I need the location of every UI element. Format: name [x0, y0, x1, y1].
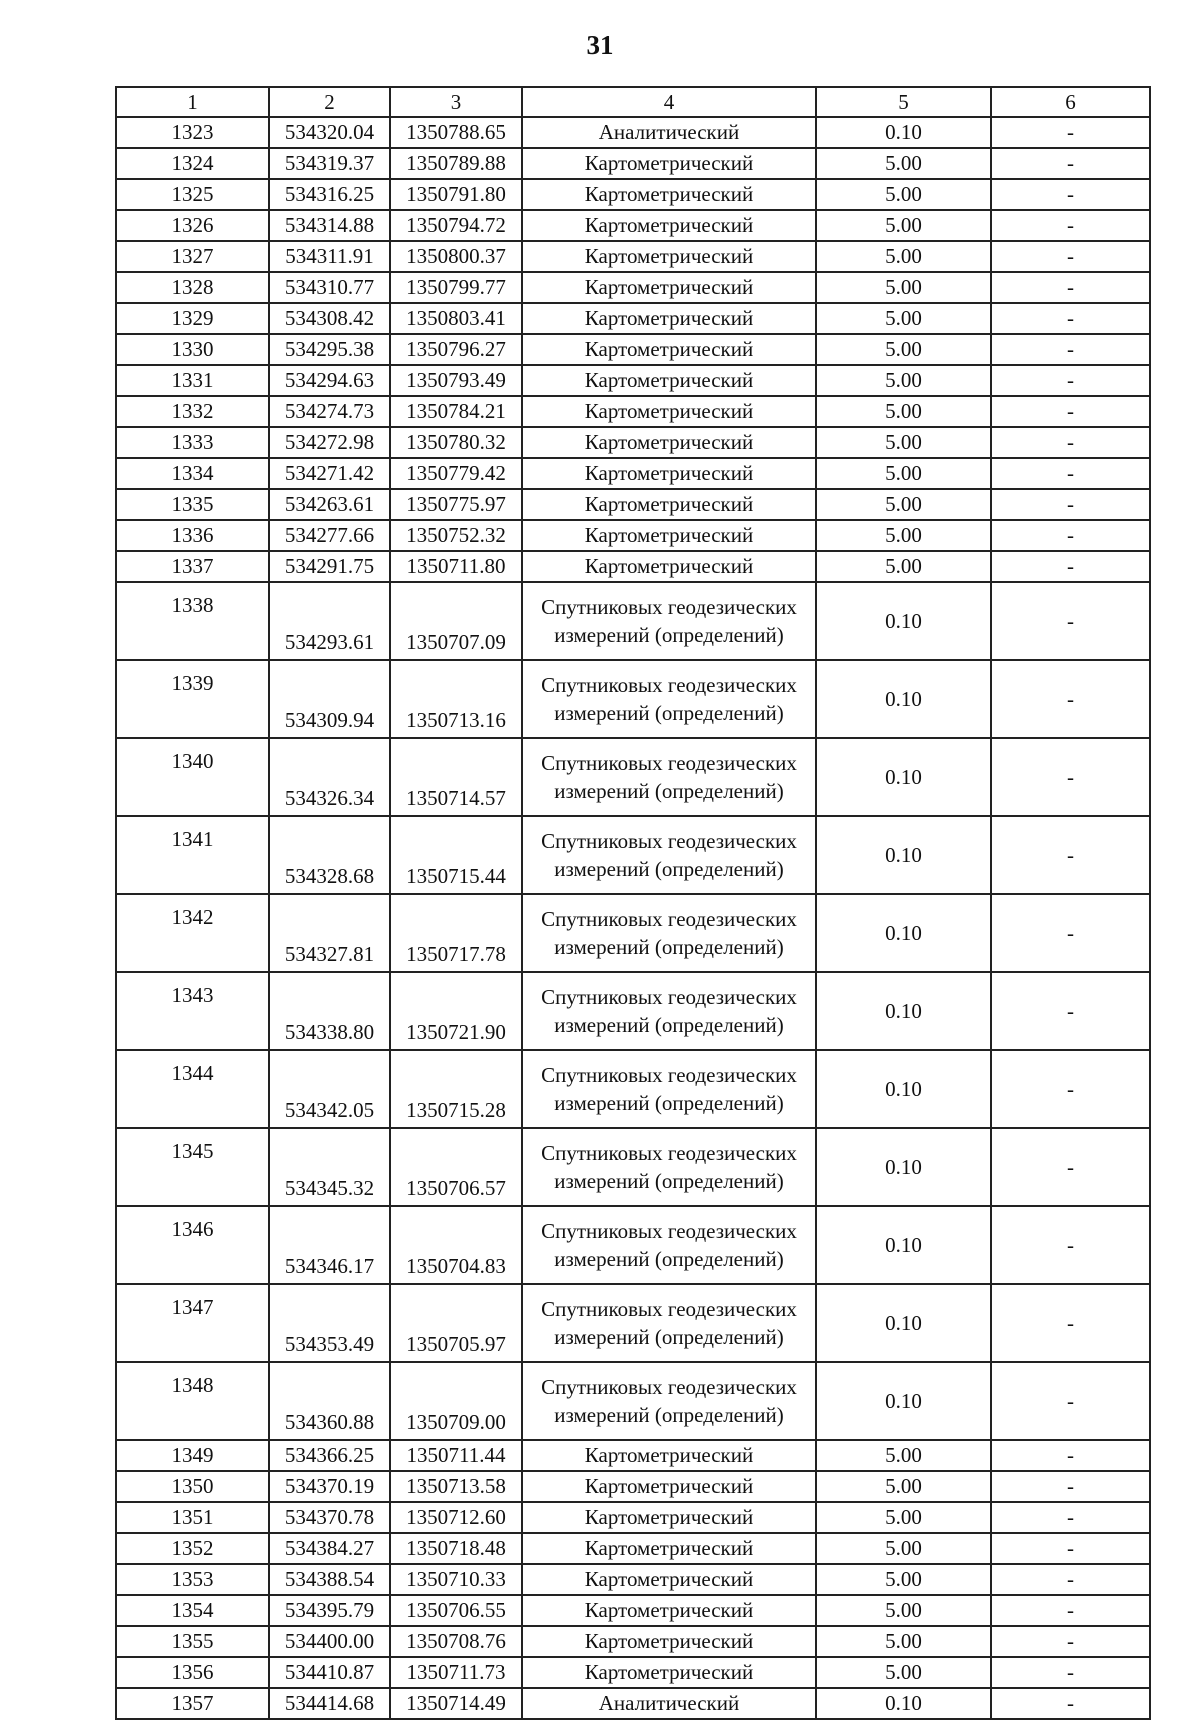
point-number-cell: 1342 [116, 894, 269, 972]
table-row [116, 660, 1150, 738]
point-number-cell: 1356 [116, 1657, 269, 1688]
x-coordinate-cell: 534316.25 [269, 179, 390, 210]
accuracy-cell: 5.00 [816, 427, 991, 458]
table-row [116, 303, 1150, 334]
accuracy-cell: 5.00 [816, 1626, 991, 1657]
method-cell: Аналитический [522, 1688, 816, 1719]
y-coordinate-cell: 1350711.44 [390, 1440, 522, 1471]
page-number: 31 [586, 30, 614, 60]
point-number-cell: 1351 [116, 1502, 269, 1533]
method-cell: Картометрический [522, 1657, 816, 1688]
accuracy-cell: 0.10 [816, 1050, 991, 1128]
note-cell: - [991, 582, 1150, 660]
x-coordinate-cell: 534360.88 [269, 1362, 390, 1440]
point-number-cell: 1340 [116, 738, 269, 816]
x-coordinate-cell: 534309.94 [269, 660, 390, 738]
accuracy-cell: 0.10 [816, 1688, 991, 1719]
method-cell: Картометрический [522, 1440, 816, 1471]
table-row [116, 272, 1150, 303]
method-cell: Картометрический [522, 241, 816, 272]
y-coordinate-cell: 1350705.97 [390, 1284, 522, 1362]
table-row [116, 1206, 1150, 1284]
y-coordinate-cell: 1350715.44 [390, 816, 522, 894]
y-coordinate-cell: 1350718.48 [390, 1533, 522, 1564]
note-cell: - [991, 816, 1150, 894]
table-row [116, 894, 1150, 972]
point-number-cell: 1347 [116, 1284, 269, 1362]
table-row [116, 1050, 1150, 1128]
method-cell: Картометрический [522, 1471, 816, 1502]
y-coordinate-cell: 1350704.83 [390, 1206, 522, 1284]
accuracy-cell: 0.10 [816, 816, 991, 894]
y-coordinate-cell: 1350780.32 [390, 427, 522, 458]
point-number-cell: 1334 [116, 458, 269, 489]
accuracy-cell: 0.10 [816, 582, 991, 660]
note-cell: - [991, 1657, 1150, 1688]
point-number-cell: 1357 [116, 1688, 269, 1719]
note-cell: - [991, 660, 1150, 738]
accuracy-cell: 5.00 [816, 148, 991, 179]
note-cell: - [991, 1440, 1150, 1471]
table-row [116, 210, 1150, 241]
point-number-cell: 1348 [116, 1362, 269, 1440]
method-cell: Спутниковых геодезических измерений (определений) [522, 1206, 816, 1284]
accuracy-cell: 5.00 [816, 1564, 991, 1595]
method-cell: Спутниковых геодезических измерений (определений) [522, 894, 816, 972]
accuracy-cell: 5.00 [816, 179, 991, 210]
y-coordinate-cell: 1350800.37 [390, 241, 522, 272]
y-coordinate-cell: 1350709.00 [390, 1362, 522, 1440]
y-coordinate-cell: 1350789.88 [390, 148, 522, 179]
y-coordinate-cell: 1350714.57 [390, 738, 522, 816]
accuracy-cell: 5.00 [816, 365, 991, 396]
x-coordinate-cell: 534293.61 [269, 582, 390, 660]
accuracy-cell: 0.10 [816, 1284, 991, 1362]
y-coordinate-cell: 1350721.90 [390, 972, 522, 1050]
accuracy-cell: 0.10 [816, 1128, 991, 1206]
method-cell: Картометрический [522, 148, 816, 179]
point-number-cell: 1330 [116, 334, 269, 365]
table-row [116, 396, 1150, 427]
point-number-cell: 1344 [116, 1050, 269, 1128]
table-row [116, 1657, 1150, 1688]
accuracy-cell: 5.00 [816, 1471, 991, 1502]
point-number-cell: 1353 [116, 1564, 269, 1595]
y-coordinate-cell: 1350710.33 [390, 1564, 522, 1595]
note-cell: - [991, 551, 1150, 582]
method-cell: Картометрический [522, 334, 816, 365]
point-number-cell: 1337 [116, 551, 269, 582]
table-row [116, 1284, 1150, 1362]
table-row [116, 1626, 1150, 1657]
note-cell: - [991, 520, 1150, 551]
method-cell: Спутниковых геодезических измерений (определений) [522, 738, 816, 816]
note-cell: - [991, 1688, 1150, 1719]
y-coordinate-cell: 1350799.77 [390, 272, 522, 303]
note-cell: - [991, 1626, 1150, 1657]
x-coordinate-cell: 534395.79 [269, 1595, 390, 1626]
point-number-cell: 1331 [116, 365, 269, 396]
note-cell: - [991, 1533, 1150, 1564]
note-cell: - [991, 1128, 1150, 1206]
note-cell: - [991, 427, 1150, 458]
point-number-cell: 1354 [116, 1595, 269, 1626]
table-row [116, 582, 1150, 660]
x-coordinate-cell: 534311.91 [269, 241, 390, 272]
accuracy-cell: 5.00 [816, 396, 991, 427]
table-row [116, 1595, 1150, 1626]
point-number-cell: 1324 [116, 148, 269, 179]
note-cell: - [991, 1502, 1150, 1533]
note-cell: - [991, 738, 1150, 816]
x-coordinate-cell: 534388.54 [269, 1564, 390, 1595]
point-number-cell: 1339 [116, 660, 269, 738]
note-cell: - [991, 334, 1150, 365]
note-cell: - [991, 489, 1150, 520]
point-number-cell: 1335 [116, 489, 269, 520]
accuracy-cell: 5.00 [816, 272, 991, 303]
x-coordinate-cell: 534328.68 [269, 816, 390, 894]
method-cell: Картометрический [522, 303, 816, 334]
table-row [116, 334, 1150, 365]
note-cell: - [991, 365, 1150, 396]
table-row [116, 1440, 1150, 1471]
y-coordinate-cell: 1350713.58 [390, 1471, 522, 1502]
table-row [116, 241, 1150, 272]
note-cell: - [991, 1206, 1150, 1284]
x-coordinate-cell: 534291.75 [269, 551, 390, 582]
point-number-cell: 1338 [116, 582, 269, 660]
column-header: 5 [816, 87, 991, 117]
method-cell: Спутниковых геодезических измерений (определений) [522, 1050, 816, 1128]
y-coordinate-cell: 1350715.28 [390, 1050, 522, 1128]
x-coordinate-cell: 534320.04 [269, 117, 390, 148]
accuracy-cell: 5.00 [816, 1595, 991, 1626]
x-coordinate-cell: 534272.98 [269, 427, 390, 458]
accuracy-cell: 5.00 [816, 334, 991, 365]
point-number-cell: 1352 [116, 1533, 269, 1564]
accuracy-cell: 5.00 [816, 458, 991, 489]
point-number-cell: 1343 [116, 972, 269, 1050]
y-coordinate-cell: 1350713.16 [390, 660, 522, 738]
x-coordinate-cell: 534346.17 [269, 1206, 390, 1284]
method-cell: Картометрический [522, 396, 816, 427]
note-cell: - [991, 303, 1150, 334]
point-number-cell: 1349 [116, 1440, 269, 1471]
accuracy-cell: 5.00 [816, 1657, 991, 1688]
x-coordinate-cell: 534294.63 [269, 365, 390, 396]
table-row [116, 179, 1150, 210]
y-coordinate-cell: 1350796.27 [390, 334, 522, 365]
note-cell: - [991, 972, 1150, 1050]
column-header: 1 [116, 87, 269, 117]
point-number-cell: 1323 [116, 117, 269, 148]
accuracy-cell: 0.10 [816, 660, 991, 738]
point-number-cell: 1329 [116, 303, 269, 334]
note-cell: - [991, 272, 1150, 303]
accuracy-cell: 0.10 [816, 894, 991, 972]
table-row [116, 1564, 1150, 1595]
y-coordinate-cell: 1350708.76 [390, 1626, 522, 1657]
column-header: 6 [991, 87, 1150, 117]
y-coordinate-cell: 1350784.21 [390, 396, 522, 427]
method-cell: Спутниковых геодезических измерений (определений) [522, 1362, 816, 1440]
x-coordinate-cell: 534400.00 [269, 1626, 390, 1657]
y-coordinate-cell: 1350706.55 [390, 1595, 522, 1626]
x-coordinate-cell: 534326.34 [269, 738, 390, 816]
x-coordinate-cell: 534314.88 [269, 210, 390, 241]
method-cell: Картометрический [522, 489, 816, 520]
x-coordinate-cell: 534345.32 [269, 1128, 390, 1206]
method-cell: Картометрический [522, 365, 816, 396]
table-row [116, 365, 1150, 396]
note-cell: - [991, 179, 1150, 210]
x-coordinate-cell: 534342.05 [269, 1050, 390, 1128]
x-coordinate-cell: 534414.68 [269, 1688, 390, 1719]
y-coordinate-cell: 1350707.09 [390, 582, 522, 660]
method-cell: Спутниковых геодезических измерений (определений) [522, 582, 816, 660]
note-cell: - [991, 458, 1150, 489]
note-cell: - [991, 1471, 1150, 1502]
column-header: 4 [522, 87, 816, 117]
method-cell: Картометрический [522, 272, 816, 303]
accuracy-cell: 5.00 [816, 210, 991, 241]
x-coordinate-cell: 534327.81 [269, 894, 390, 972]
point-number-cell: 1333 [116, 427, 269, 458]
note-cell: - [991, 1362, 1150, 1440]
method-cell: Картометрический [522, 551, 816, 582]
y-coordinate-cell: 1350711.80 [390, 551, 522, 582]
method-cell: Картометрический [522, 1564, 816, 1595]
method-cell: Спутниковых геодезических измерений (определений) [522, 1128, 816, 1206]
point-number-cell: 1336 [116, 520, 269, 551]
method-cell: Картометрический [522, 458, 816, 489]
method-cell: Спутниковых геодезических измерений (определений) [522, 660, 816, 738]
table-row [116, 738, 1150, 816]
table-row [116, 1362, 1150, 1440]
x-coordinate-cell: 534271.42 [269, 458, 390, 489]
x-coordinate-cell: 534366.25 [269, 1440, 390, 1471]
x-coordinate-cell: 534370.19 [269, 1471, 390, 1502]
table-row [116, 117, 1150, 148]
x-coordinate-cell: 534319.37 [269, 148, 390, 179]
accuracy-cell: 5.00 [816, 241, 991, 272]
point-number-cell: 1328 [116, 272, 269, 303]
table-row [116, 551, 1150, 582]
x-coordinate-cell: 534310.77 [269, 272, 390, 303]
point-number-cell: 1332 [116, 396, 269, 427]
method-cell: Аналитический [522, 117, 816, 148]
column-header: 2 [269, 87, 390, 117]
note-cell: - [991, 1564, 1150, 1595]
point-number-cell: 1345 [116, 1128, 269, 1206]
point-number-cell: 1326 [116, 210, 269, 241]
note-cell: - [991, 1595, 1150, 1626]
accuracy-cell: 0.10 [816, 1206, 991, 1284]
x-coordinate-cell: 534410.87 [269, 1657, 390, 1688]
table-row [116, 458, 1150, 489]
accuracy-cell: 5.00 [816, 1440, 991, 1471]
method-cell: Картометрический [522, 1533, 816, 1564]
method-cell: Картометрический [522, 427, 816, 458]
method-cell: Спутниковых геодезических измерений (определений) [522, 816, 816, 894]
y-coordinate-cell: 1350712.60 [390, 1502, 522, 1533]
x-coordinate-cell: 534308.42 [269, 303, 390, 334]
point-number-cell: 1341 [116, 816, 269, 894]
y-coordinate-cell: 1350794.72 [390, 210, 522, 241]
note-cell: - [991, 241, 1150, 272]
note-cell: - [991, 210, 1150, 241]
x-coordinate-cell: 534263.61 [269, 489, 390, 520]
y-coordinate-cell: 1350714.49 [390, 1688, 522, 1719]
table-row [116, 816, 1150, 894]
coordinates-table [115, 86, 1151, 1720]
table-body [116, 117, 1150, 1719]
table-header-row [116, 87, 1150, 117]
point-number-cell: 1325 [116, 179, 269, 210]
point-number-cell: 1327 [116, 241, 269, 272]
method-cell: Картометрический [522, 1595, 816, 1626]
accuracy-cell: 5.00 [816, 1533, 991, 1564]
point-number-cell: 1350 [116, 1471, 269, 1502]
y-coordinate-cell: 1350788.65 [390, 117, 522, 148]
table-row [116, 148, 1150, 179]
method-cell: Картометрический [522, 179, 816, 210]
column-header: 3 [390, 87, 522, 117]
x-coordinate-cell: 534384.27 [269, 1533, 390, 1564]
x-coordinate-cell: 534274.73 [269, 396, 390, 427]
table-row [116, 520, 1150, 551]
method-cell: Картометрический [522, 520, 816, 551]
table-row [116, 1128, 1150, 1206]
accuracy-cell: 5.00 [816, 303, 991, 334]
method-cell: Картометрический [522, 210, 816, 241]
note-cell: - [991, 894, 1150, 972]
accuracy-cell: 0.10 [816, 1362, 991, 1440]
point-number-cell: 1346 [116, 1206, 269, 1284]
method-cell: Картометрический [522, 1626, 816, 1657]
y-coordinate-cell: 1350803.41 [390, 303, 522, 334]
table-row [116, 1688, 1150, 1719]
accuracy-cell: 5.00 [816, 551, 991, 582]
table-row [116, 489, 1150, 520]
accuracy-cell: 5.00 [816, 1502, 991, 1533]
y-coordinate-cell: 1350791.80 [390, 179, 522, 210]
table-row [116, 972, 1150, 1050]
note-cell: - [991, 117, 1150, 148]
accuracy-cell: 0.10 [816, 972, 991, 1050]
accuracy-cell: 0.10 [816, 738, 991, 816]
x-coordinate-cell: 534370.78 [269, 1502, 390, 1533]
y-coordinate-cell: 1350706.57 [390, 1128, 522, 1206]
x-coordinate-cell: 534353.49 [269, 1284, 390, 1362]
accuracy-cell: 5.00 [816, 489, 991, 520]
accuracy-cell: 0.10 [816, 117, 991, 148]
accuracy-cell: 5.00 [816, 520, 991, 551]
y-coordinate-cell: 1350711.73 [390, 1657, 522, 1688]
point-number-cell: 1355 [116, 1626, 269, 1657]
note-cell: - [991, 148, 1150, 179]
y-coordinate-cell: 1350779.42 [390, 458, 522, 489]
note-cell: - [991, 396, 1150, 427]
method-cell: Спутниковых геодезических измерений (определений) [522, 1284, 816, 1362]
x-coordinate-cell: 534295.38 [269, 334, 390, 365]
table-row [116, 1471, 1150, 1502]
note-cell: - [991, 1284, 1150, 1362]
method-cell: Спутниковых геодезических измерений (определений) [522, 972, 816, 1050]
x-coordinate-cell: 534338.80 [269, 972, 390, 1050]
y-coordinate-cell: 1350775.97 [390, 489, 522, 520]
y-coordinate-cell: 1350752.32 [390, 520, 522, 551]
note-cell: - [991, 1050, 1150, 1128]
method-cell: Картометрический [522, 1502, 816, 1533]
table-row [116, 1533, 1150, 1564]
table-row [116, 1502, 1150, 1533]
x-coordinate-cell: 534277.66 [269, 520, 390, 551]
y-coordinate-cell: 1350793.49 [390, 365, 522, 396]
table-row [116, 427, 1150, 458]
y-coordinate-cell: 1350717.78 [390, 894, 522, 972]
